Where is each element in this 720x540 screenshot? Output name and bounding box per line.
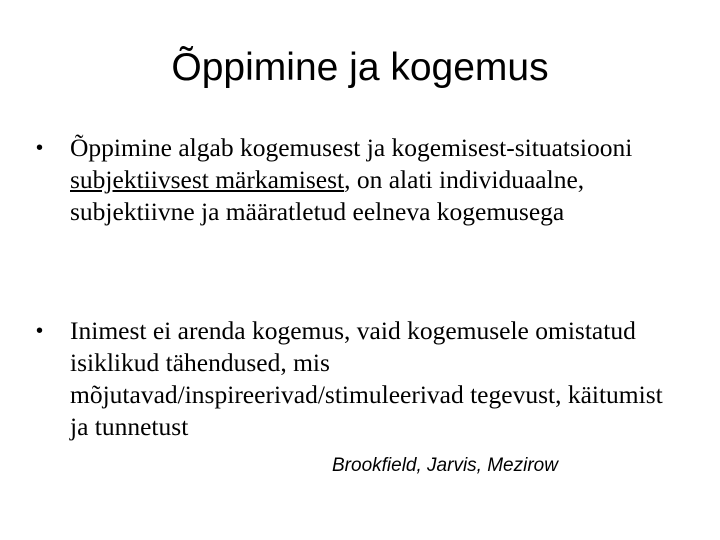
attribution-text: Brookfield, Jarvis, Mezirow	[332, 455, 558, 476]
underlined-phrase: subjektiivsest märkamisest	[70, 165, 345, 194]
bullet-item-2	[36, 315, 676, 443]
bullet-icon: •	[36, 320, 44, 342]
bullet-text-1	[70, 132, 676, 228]
bullet-text-2: Inimest ei arenda kogemus, vaid kogemusele omistatud isiklikud tähendused, mis mõjutavad/inspireerivad/stimuleerivad tegevust, käitumist ja tunnetust	[70, 316, 663, 441]
slide-title: Õppimine ja kogemus	[171, 46, 549, 89]
bullet-text-1-start: Õppimine algab kogemusest ja kogemisest-situatsiooni	[70, 133, 633, 162]
bullet-text-1-end: , on alati individuaalne, subjektiivne ja määratletud eelneva kogemusega	[70, 165, 585, 226]
bullet-item-1	[36, 132, 676, 228]
bullet-icon: •	[36, 137, 44, 159]
